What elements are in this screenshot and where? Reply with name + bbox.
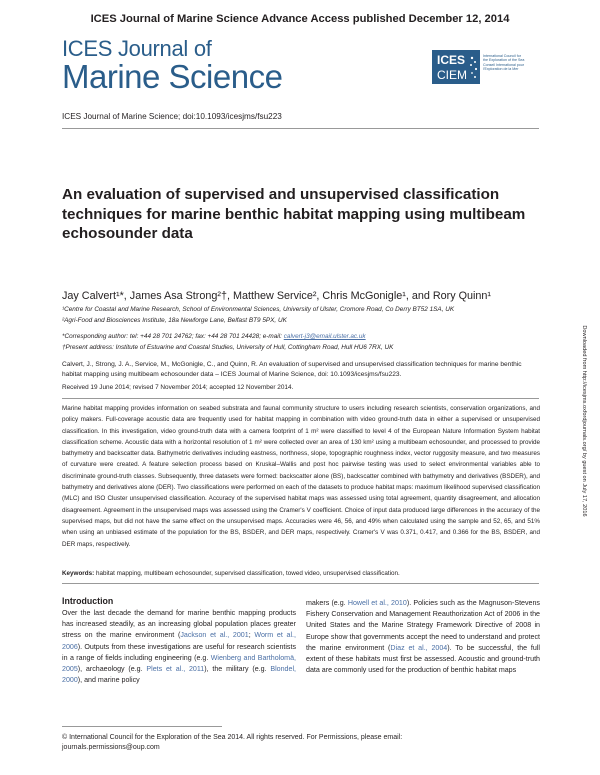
- ref-link[interactable]: Worm et al., 2006: [62, 631, 296, 651]
- affiliation-1: ¹Centre for Coastal and Marine Research, School of Environmental Sciences, University of Ulster, Cromore Road, Co Derry BT52 1SA, UK: [62, 306, 455, 313]
- intro-text: ;: [248, 631, 255, 640]
- corresponding-author: [62, 333, 366, 340]
- intro-text: ), the military (e.g.: [204, 665, 271, 674]
- journal-title-line2: Marine Science: [62, 58, 283, 95]
- introduction-heading: Introduction: [62, 596, 114, 606]
- intro-text: Over the last decade the demand for marine benthic mapping products has increased steadily, as an increasing global population places greater stress on the marine environment (: [62, 609, 296, 640]
- org-fr-1: Conseil International pour: [483, 62, 524, 67]
- keywords-text: habitat mapping, multibeam echosounder, supervised classification, towed video, unsupervised classification.: [94, 570, 400, 577]
- ref-link[interactable]: Wienberg and Bartholomä, 2005: [62, 653, 296, 674]
- abstract-text: Marine habitat mapping provides information on seabed substrata and faunal community structure to users including research scientists, conservation organizations, and policy makers. Full-coverage acoustic data are frequently used for habitat mapping in combination with video ground-truth data in either a supervised or unsupervised classification. In this investigation, video ground-truth data with a camera footprint of 1 m² were classified to level 4 of the European Nature Information System habitat classification scheme. Acoustic data with a horizontal resolution of 1 m² were collected over an area of 130 km² using a multibeam echosounder, and processed to provide bathymetry and backscatter data. Bathymetric derivatives including eastness, northness, slope, topographic roughness index, vector ruggosity measure, and two measures of curvature were created. A feature selection process based on Kruskal–Wallis and post hoc pairwise testing was used to select environmental variables able to discriminate ground-truth classes. Subsequently, three datasets were formed: backscatter alone (BS), backscatter combined with bathymetry and derivatives (BSDER), and bathymetry and derivatives alone (DER). Two classifications were performed on each of the datasets to produce habitat maps: maximum likelihood supervised classification (MLC) and ISO Cluster unsupervised classification. Accuracy of the supervised habitat maps was assessed using total agreement, quantity disagreement, and allocation disagreement. Agreement in the unsupervised maps was assessed using the Cramer's V coefficient. Choice of input data produced large differences in the accuracy of the supervised maps, but did not have the same effect on the unsupervised maps. Accuracies were 46, 56, and 49% when calculated using the sample and 52, 65, and 51% when using an unbiased estimate of the population for the BS, BSDER, and DER maps, respectively. Cramer's V was 0.371, 0.417, and 0.366 for the BS, BSDER, and DER maps, respectively.: [62, 405, 540, 548]
- logo-ices-text: ICES: [437, 53, 466, 67]
- ices-logo-icon: [432, 50, 480, 84]
- ref-link[interactable]: Plets et al., 2011: [146, 665, 205, 674]
- intro-right-column: [306, 598, 540, 676]
- received-dates: Received 19 June 2014; revised 7 November 2014; accepted 12 November 2014.: [62, 384, 294, 391]
- org-en-2: the Exploration of the Sea: [483, 58, 525, 63]
- corresponding-author-prefix: *Corresponding author: tel: +44 28 701 24762; fax: +44 28 701 24428; e-mail:: [62, 333, 282, 340]
- intro-text: ). Policies such as the Magnuson-Stevens Fishery Conservation and Management Reauthorization Act of 2006 in the United States and the Marine Strategy Framework Directive of 2008 in Europe show that governments accept the need to understand and protect the marine environment (: [306, 599, 540, 652]
- article-title: An evaluation of supervised and unsupervised classification techniques for marine benthic habitat mapping using multibeam echosounder data: [62, 186, 526, 242]
- footer-divider: [62, 726, 222, 727]
- ref-link[interactable]: Jackson et al., 2001: [180, 631, 249, 640]
- abstract-divider-bottom: [62, 583, 539, 584]
- download-watermark: [578, 256, 589, 586]
- copyright-footer: © International Council for the Exploration of the Sea 2014. All rights reserved. For Permissions, please email: journals.permissions@oup.com: [62, 734, 403, 751]
- header-divider: [62, 128, 539, 129]
- logo-ciem-text: CIEM: [437, 68, 467, 82]
- org-en-1: International Council for: [483, 54, 521, 58]
- journal-banner: ICES Journal of Marine Science Advance Access published December 12, 2014: [90, 13, 510, 25]
- intro-text: ), and marine policy: [77, 676, 140, 685]
- intro-text: ), archaeology (e.g.: [77, 665, 147, 674]
- download-watermark-text: Downloaded from http://icesjms.oxfordjournals.org/ by guest on July 17, 2016: [580, 325, 587, 517]
- present-address: †Present address: Institute of Estuarine and Coastal Studies, University of Hull, Cottingham Road, Hull HU6 7RX, UK: [62, 344, 394, 351]
- author-list: Jay Calvert¹*, James Asa Strong²†, Matthew Service², Chris McGonigle¹, and Rory Quinn¹: [62, 290, 492, 302]
- abstract-divider-top: [62, 398, 539, 399]
- journal-title-line1: ICES Journal of: [62, 36, 212, 61]
- keywords-label: Keywords:: [62, 570, 95, 577]
- intro-text: ). Outputs from these investigations are useful for research scientists in a range of fields including engineering (e.g.: [62, 642, 296, 662]
- citation-paragraph: Calvert, J., Strong, J. A., Service, M., McGonigle, C., and Quinn, R. An evaluation of supervised and unsupervised classification techniques for marine benthic habitat mapping using multibeam echosounder data – ICES Journal of Marine Science, doi: 10.1093/icesjms/fsu223.: [62, 361, 522, 378]
- ref-link[interactable]: Howell et al., 2010: [347, 599, 407, 607]
- keywords: [62, 570, 540, 577]
- ref-link[interactable]: Blondel, 2000: [62, 665, 296, 685]
- corresponding-email-link[interactable]: calvert-j3@email.ulster.ac.uk: [283, 333, 366, 340]
- org-fr-2: l'Exploration de la Mer: [483, 67, 519, 72]
- intro-text: ). To be successful, the full extent of these habitats must first be assessed. Acoustic and ground-truth data are commonly used for the production of benthic habitat maps: [306, 643, 540, 675]
- ref-link[interactable]: Diaz et al., 2004: [390, 643, 448, 652]
- logo-org-text: [483, 54, 553, 72]
- affiliation-2: ²Agri-Food and Biosciences Institute, 18a Newforge Lane, Belfast BT9 5PX, UK: [62, 317, 287, 324]
- intro-text: makers (e.g.: [306, 599, 348, 607]
- intro-left-column: [62, 608, 296, 686]
- doi-citation: ICES Journal of Marine Science; doi:10.1093/icesjms/fsu223: [62, 112, 282, 121]
